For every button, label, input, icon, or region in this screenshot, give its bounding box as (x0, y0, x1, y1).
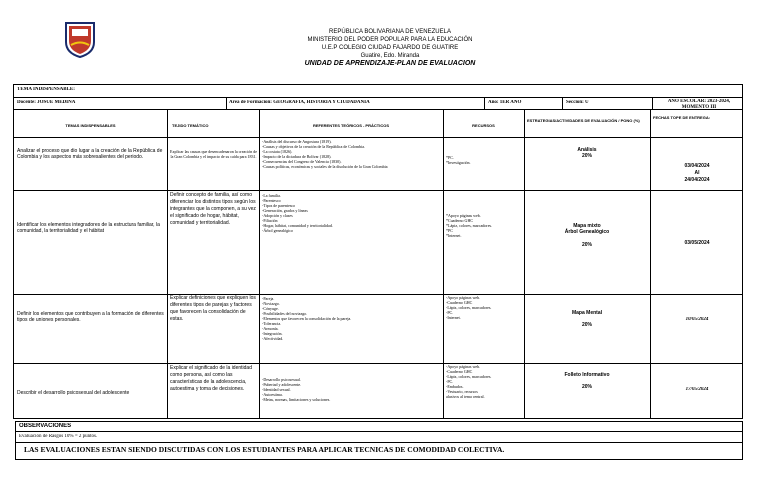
row-1-referentes: -Análisis del discurso de Angostura (1819). -Causas y objetivos de la creación de la República de Colombia. -La cosiata (1826). -Impacto de la dictadura de Bolívar (1828). -Consecuencias del Congreso de Valencia (1830). -Causas políticas, económicas y sociales de la disolución de la Gran Colombia (262, 139, 388, 169)
seccion-label: Sección: U (566, 100, 589, 105)
row-1-recursos: *PC. *Investigación. (446, 155, 471, 165)
row-3-tejido: Explicar definiciones que expliquen los diferentes tipos de parejas y factores que favorecen la consolidación de estas. (170, 295, 256, 322)
row-4-fecha: 17/05/2024 (685, 387, 709, 392)
area-label: Area de Formación: GEOGRAFIA, HISTORIA Y CIUDADANIA (229, 100, 370, 105)
row-2-recursos: *Apoyo páginas web. *Cuaderno GHC *Lápiz, colores, marcadores. *PC *Internet. (446, 213, 493, 238)
docente-label: Docente: JOSUE MEDINA (17, 100, 76, 105)
row-4-tejido: Explicar el significado de la identidad como persona, así como las características de la adolescencia, autoestima y toma de decisiones. (170, 365, 252, 392)
row-3-recursos: -Apoyo páginas web. -Cuaderno GHC -Lápiz, colores, marcadores. -PC. -Internet. (446, 295, 492, 320)
header-line-4: Guatire, Edo. Miranda (360, 53, 420, 59)
col-header-fechas: FECHAS TOPE DE ENTREGA: (653, 115, 711, 120)
row-3-pono: 20% (581, 322, 592, 328)
row-4-estrategia: Folleto Informativo (564, 372, 610, 378)
row-4-recursos: -Apoyo páginas web. -Cuaderno GHC -Lápiz, colores, marcadores. -PC. -Embudos. -Vestuario, recursos alusivos al tema central. (446, 364, 492, 399)
observaciones-line-2: LAS EVALUACIONES ESTAN SIENDO DISCUTIDAS CON LOS ESTUDIANTES PARA APLICAR TECNICAS DE COMODIDAD COLECTIVA. (24, 445, 505, 454)
col-header-referentes: REFERENTES TEÓRICOS - PRÁCTICOS (312, 123, 389, 128)
row-2-tema: Identificar los elementos integradores de la estructura familiar, la comunidad, la territorialidad y el hábitat (17, 222, 160, 234)
row-3-referentes: -Pareja. -Noviazgo. -Cónyuge. -Posibilidades del noviazgo. -Elementos que favorecen la consolidación de la pareja. -Tolerancia. -Armonía. -Integración. -Afectividad. (262, 296, 352, 341)
document-header (200, 28, 580, 68)
row-2-estrategia: Mapa mixto Árbol Genealógico (564, 223, 610, 235)
row-4-pono: 20% (581, 384, 592, 390)
row-1-pono: 20% (581, 153, 592, 159)
observaciones-line-1: Evaluación de Rasgos 10% = 2 puntos. (19, 434, 98, 439)
header-line-3: U.E.P COLEGIO CIUDAD FAJARDO DE GUATIRE (321, 45, 459, 51)
row-1-fecha: 03/04/2024 Al 24/04/2024 (684, 163, 710, 183)
row-3-tema: Definir los elementos que contribuyen a la formación de diferentes tipos de uniones personales. (17, 311, 164, 323)
col-header-estrategias: ESTRATEGIAS/ACTIVIDADES DE EVALUACIÓN / PONO (%) (527, 118, 640, 123)
row-1-tejido: Explicar las causas que desencadenaron la creación de la Gran Colombia y el impacto de su caída para 1831. (170, 149, 257, 159)
document-title: UNIDAD DE APRENDIZAJE-PLAN DE EVALUACION (304, 60, 476, 67)
row-2-fecha: 03/05/2024 (684, 240, 710, 246)
row-2-pono: 20% (581, 242, 592, 248)
ano-label: Año: 1ER AÑO (488, 100, 522, 105)
col-header-recursos: RECURSOS (472, 123, 495, 128)
row-3-fecha: 10/05/2024 (685, 317, 709, 322)
row-4-tema: Describir el desarrollo psicosexual del adolescente (17, 390, 130, 396)
school-logo (63, 20, 97, 58)
row-3-estrategia: Mapa Mental (571, 310, 602, 316)
row-1-tema: Analizar el proceso que dio lugar a la creación de la República de Colombia y los aspectos más sobresalientes del periodo. (17, 148, 163, 160)
header-line-1: REPÚBLICA BOLIVARIANA DE VENEZUELA (329, 29, 451, 35)
row-2-tejido: Definir concepto de familia, así como diferenciar los distintos tipos según los integrantes que la componen, a su vez el significado de hogar, hábitat, comunidad y territorialidad. (170, 192, 256, 226)
row-4-referentes: -Desarrollo psicosexual. -Pubertad y adolescente. -Identidad sexual. -Autoestima. -Metas, normas, limitaciones y soluciones. (262, 377, 331, 402)
header-line-2: MINISTERIO DEL PODER POPULAR PARA LA EDUCACIÓN (307, 37, 473, 43)
col-header-tejido: TEJIDO TEMÁTICO (172, 123, 209, 128)
ano-escolar-label: AÑO ESCOLAR: 2023-2024, MOMENTO III (667, 99, 731, 110)
col-header-temas: TEMAS INDISPENSABLES (65, 123, 116, 128)
observaciones-title: OBSERVACIONES (19, 423, 72, 429)
evaluation-table (13, 84, 743, 419)
observaciones-box (15, 421, 743, 460)
tema-indispensable-label: TEMA INDISPENSABLE: (17, 87, 75, 92)
row-1-estrategia: Análisis (577, 147, 597, 153)
row-2-referentes: -La familia. -Parentesco -Tipos de parentesco -Generación, grados y líneas -Adopción y clases -Filiación -Hogar, hábitat, comunidad y territorialidad. -Árbol genealógico (262, 193, 333, 233)
